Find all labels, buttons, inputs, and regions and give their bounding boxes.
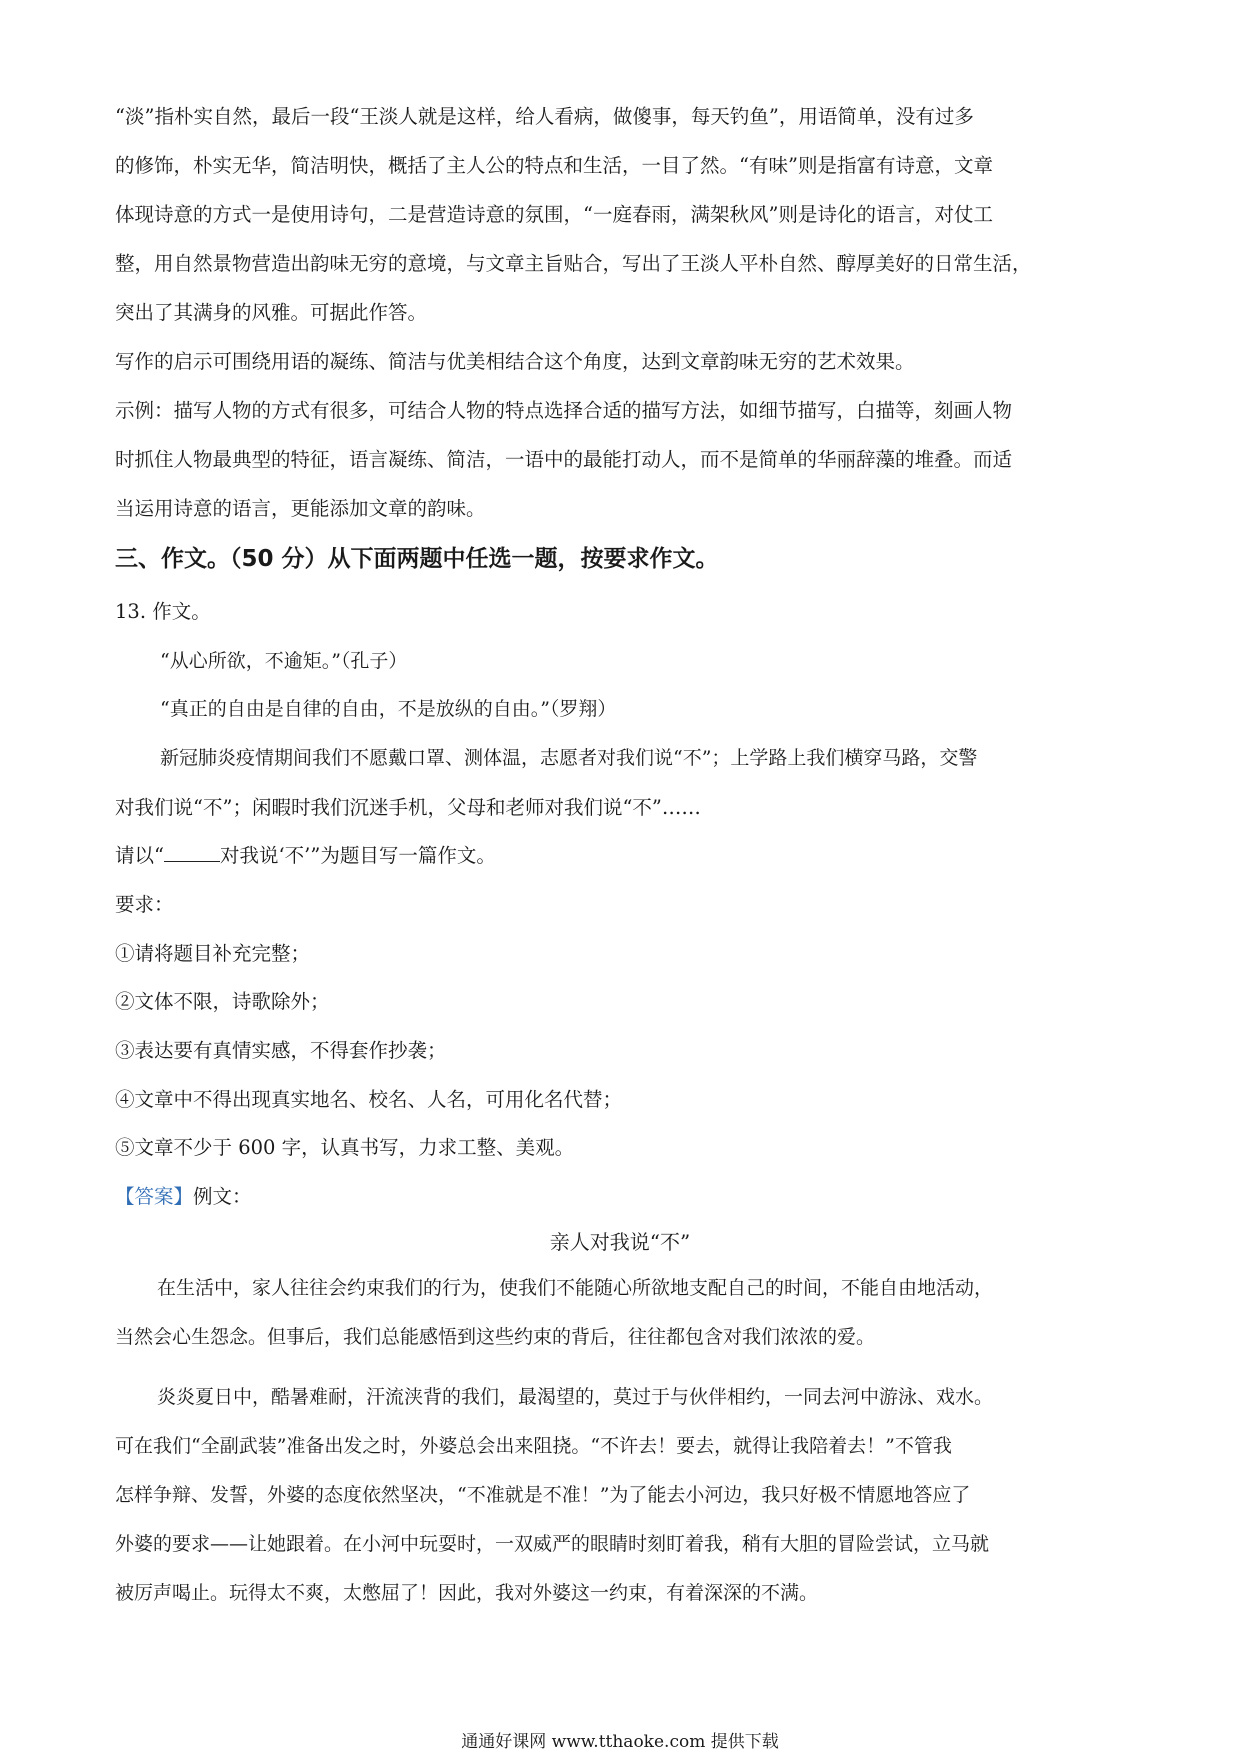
instruction [115, 840, 496, 868]
essay-line: 被厉声喝止。玩得太不爽，太憋屈了！因此，我对外婆这一约束，有着深深的不满。 [115, 1582, 819, 1604]
section-title: 三、作文。（50 分）从下面两题中任选一题，按要求作文。 [115, 546, 719, 572]
analysis-line: 突出了其满身的风雅。可据此作答。 [115, 301, 428, 324]
prompt-line: 新冠肺炎疫情期间我们不愿戴口罩、测体温，志愿者对我们说“不”；上学路上我们横穿马路，交警 [160, 747, 978, 769]
essay-line: 炎炎夏日中，酷暑难耐，汗流浃背的我们，最渴望的，莫过于与伙伴相约，一同去河中游泳、戏水。 [157, 1386, 994, 1408]
quote-luoxiang: “真正的自由是自律的自由，不是放纵的自由。”（罗翔） [160, 698, 617, 720]
instruction-prefix: 请以“ [115, 844, 164, 867]
analysis-line: 示例：描写人物的方式有很多，可结合人物的特点选择合适的描写方法，如细节描写，白描等，刻画人物 [115, 399, 1013, 422]
analysis-line: 写作的启示可围绕用语的凝练、简洁与优美相结合这个角度，达到文章韵味无穷的艺术效果。 [115, 350, 915, 373]
answer-tag: 【答案】 [115, 1185, 194, 1208]
analysis-text [115, 92, 1130, 533]
essay-line: 在生活中，家人往往会约束我们的行为，使我们不能随心所欲地支配自己的时间，不能自由地活动， [157, 1277, 994, 1299]
prompt-line: 对我们说“不”；闲暇时我们沉迷手机，父母和老师对我们说“不”…… [115, 796, 701, 819]
analysis-line: 整，用自然景物营造出韵味无穷的意境，与文章主旨贴合，写出了王淡人平朴自然、醇厚美好的日常生活， [115, 252, 1032, 275]
requirement-item: ②文体不限，诗歌除外； [115, 990, 330, 1013]
answer-intro: 例文： [193, 1185, 252, 1208]
analysis-line: 体现诗意的方式一是使用诗句，二是营造诗意的氛围，“一庭春雨，满架秋风”则是诗化的语言，对仗工 [115, 203, 993, 226]
quote-confucius: “从心所欲，不逾矩。”（孔子） [160, 650, 408, 672]
footer-source: 通通好课网 www.tthaoke.com 提供下载 [461, 1732, 779, 1752]
requirement-item: ⑤文章不少于 600 字，认真书写，力求工整、美观。 [115, 1136, 575, 1159]
analysis-line: “淡”指朴实自然，最后一段“王淡人就是这样，给人看病，做傻事，每天钓鱼”，用语简单，没有过多 [115, 105, 974, 128]
essay-paragraph [115, 1373, 1130, 1618]
essay-paragraph [115, 1264, 1130, 1362]
essay-line: 怎样争辩、发誓，外婆的态度依然坚决，“不准就是不准！”为了能去小河边，我只好极不情愿地答应了 [115, 1484, 971, 1506]
question-label: 13. 作文。 [115, 600, 211, 623]
requirement-item: ①请将题目补充完整； [115, 942, 311, 965]
requirement-item: ③表达要有真情实感，不得套作抄袭； [115, 1039, 447, 1062]
requirement-item: ④文章中不得出现真实地名、校名、人名，可用化名代替； [115, 1088, 623, 1111]
essay-title: 亲人对我说“不” [549, 1230, 691, 1254]
requirements-label: 要求： [115, 893, 174, 916]
analysis-line: 时抓住人物最典型的特征，语言凝练、简洁，一语中的最能打动人，而不是简单的华丽辞藻的堆叠。而适 [115, 448, 1013, 471]
title-blank [164, 843, 220, 862]
essay-line: 外婆的要求——让她跟着。在小河中玩耍时，一双威严的眼睛时刻盯着我，稍有大胆的冒险尝试，立马就 [115, 1533, 990, 1555]
analysis-line: 当运用诗意的语言，更能添加文章的韵味。 [115, 497, 486, 520]
essay-line: 当然会心生怨念。但事后，我们总能感悟到这些约束的背后，往往都包含对我们浓浓的爱。 [115, 1326, 876, 1348]
essay-line: 可在我们“全副武装”准备出发之时，外婆总会出来阻挠。“不许去！要去，就得让我陪着去！”不管我 [115, 1435, 952, 1457]
instruction-suffix: 对我说‘不’”为题目写一篇作文。 [219, 844, 496, 867]
answer-line [115, 1181, 252, 1209]
analysis-line: 的修饰，朴实无华，简洁明快，概括了主人公的特点和生活，一目了然。“有味”则是指富有诗意，文章 [115, 154, 993, 177]
